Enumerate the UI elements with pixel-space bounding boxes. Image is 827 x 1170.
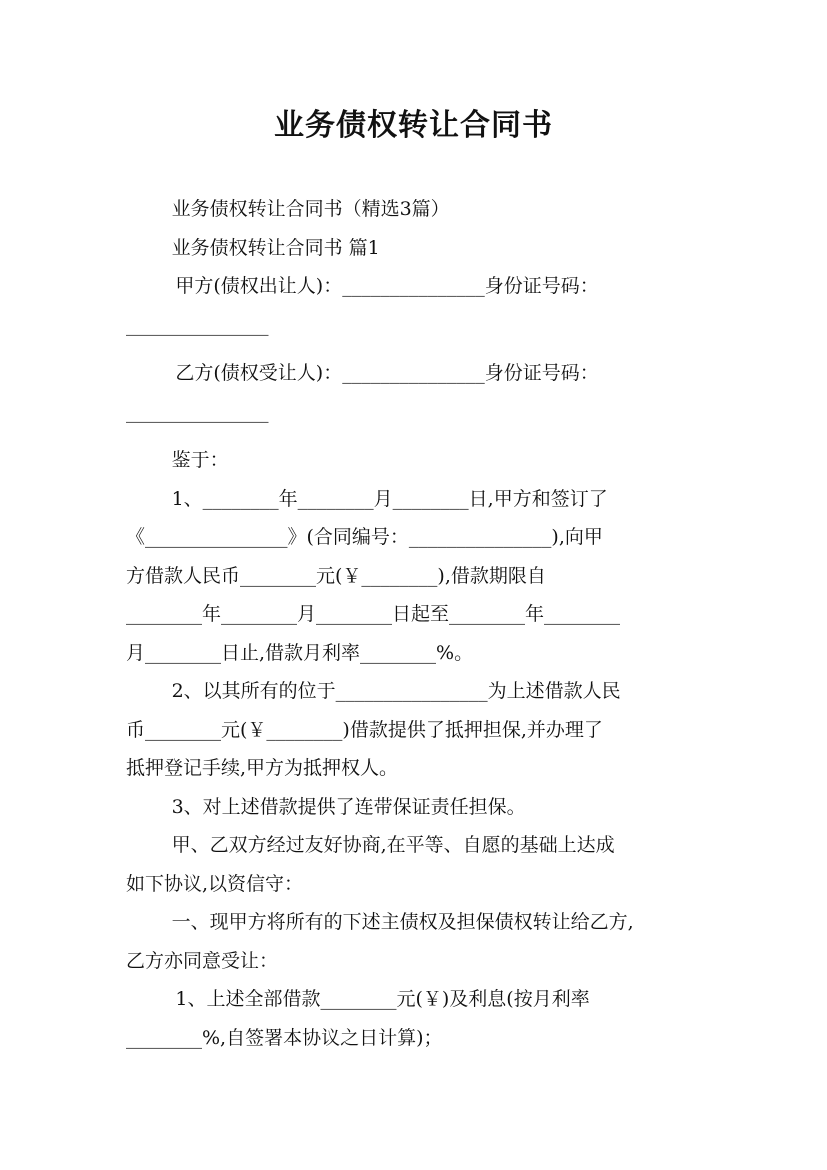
article-1-item-1-line-1: 1、上述全部借款________元(￥)及利息(按月利率 [175,988,590,1010]
clause-2-line-3: 抵押登记手续,甲方为抵押权人。 [126,757,399,779]
article-1-line-1: 一、现甲方将所有的下述主债权及担保债权转让给乙方, [171,911,634,933]
clause-1-line-3: 方借款人民币________元(￥________),借款期限自 [126,564,546,587]
article-1-item-1-line-2: ________%,自签署本协议之日计算)； [126,1026,443,1049]
party-b-line [126,354,702,393]
whereas-heading: 鉴于： [171,449,229,471]
clause-1-line-2: 《_______________》(合同编号：_______________),向甲 [126,526,603,548]
article-1-line-2: 乙方亦同意受让： [126,949,279,972]
document-title: 业务债权转让合同书 [274,108,553,143]
party-a-id-blank: _______________ [126,313,269,336]
agreement-line-1: 甲、乙双方经过友好协商,在平等、自愿的基础上达成 [171,834,615,856]
party-b-id-blank: _______________ [126,400,269,423]
clause-2-line-2: 币________元(￥________)借款提供了抵押担保,并办理了 [126,718,603,741]
party-a-text: 甲方(债权出让人)：_______________身份证号码： [175,275,599,297]
clause-1-line-5: 月________日止,借款月利率________%。 [126,641,474,664]
clause-1-line-1: 1、________年________月________日,甲方和签订了 [171,487,608,510]
clause-1-line-4: ________年________月________日起至________年________ [126,603,621,625]
section-heading: 业务债权转让合同书 篇1 [171,236,380,259]
clause-3-line: 3、对上述借款提供了连带保证责任担保。 [171,795,526,818]
party-a-line [126,267,702,306]
agreement-line-2: 如下协议,以资信守： [126,872,304,895]
party-b-text: 乙方(债权受让人)：_______________身份证号码： [175,362,599,384]
subtitle-line: 业务债权转让合同书（精选3篇） [171,198,450,220]
clause-2-line-1: 2、以其所有的位于________________为上述借款人民 [171,680,621,702]
document-body [126,190,702,1057]
